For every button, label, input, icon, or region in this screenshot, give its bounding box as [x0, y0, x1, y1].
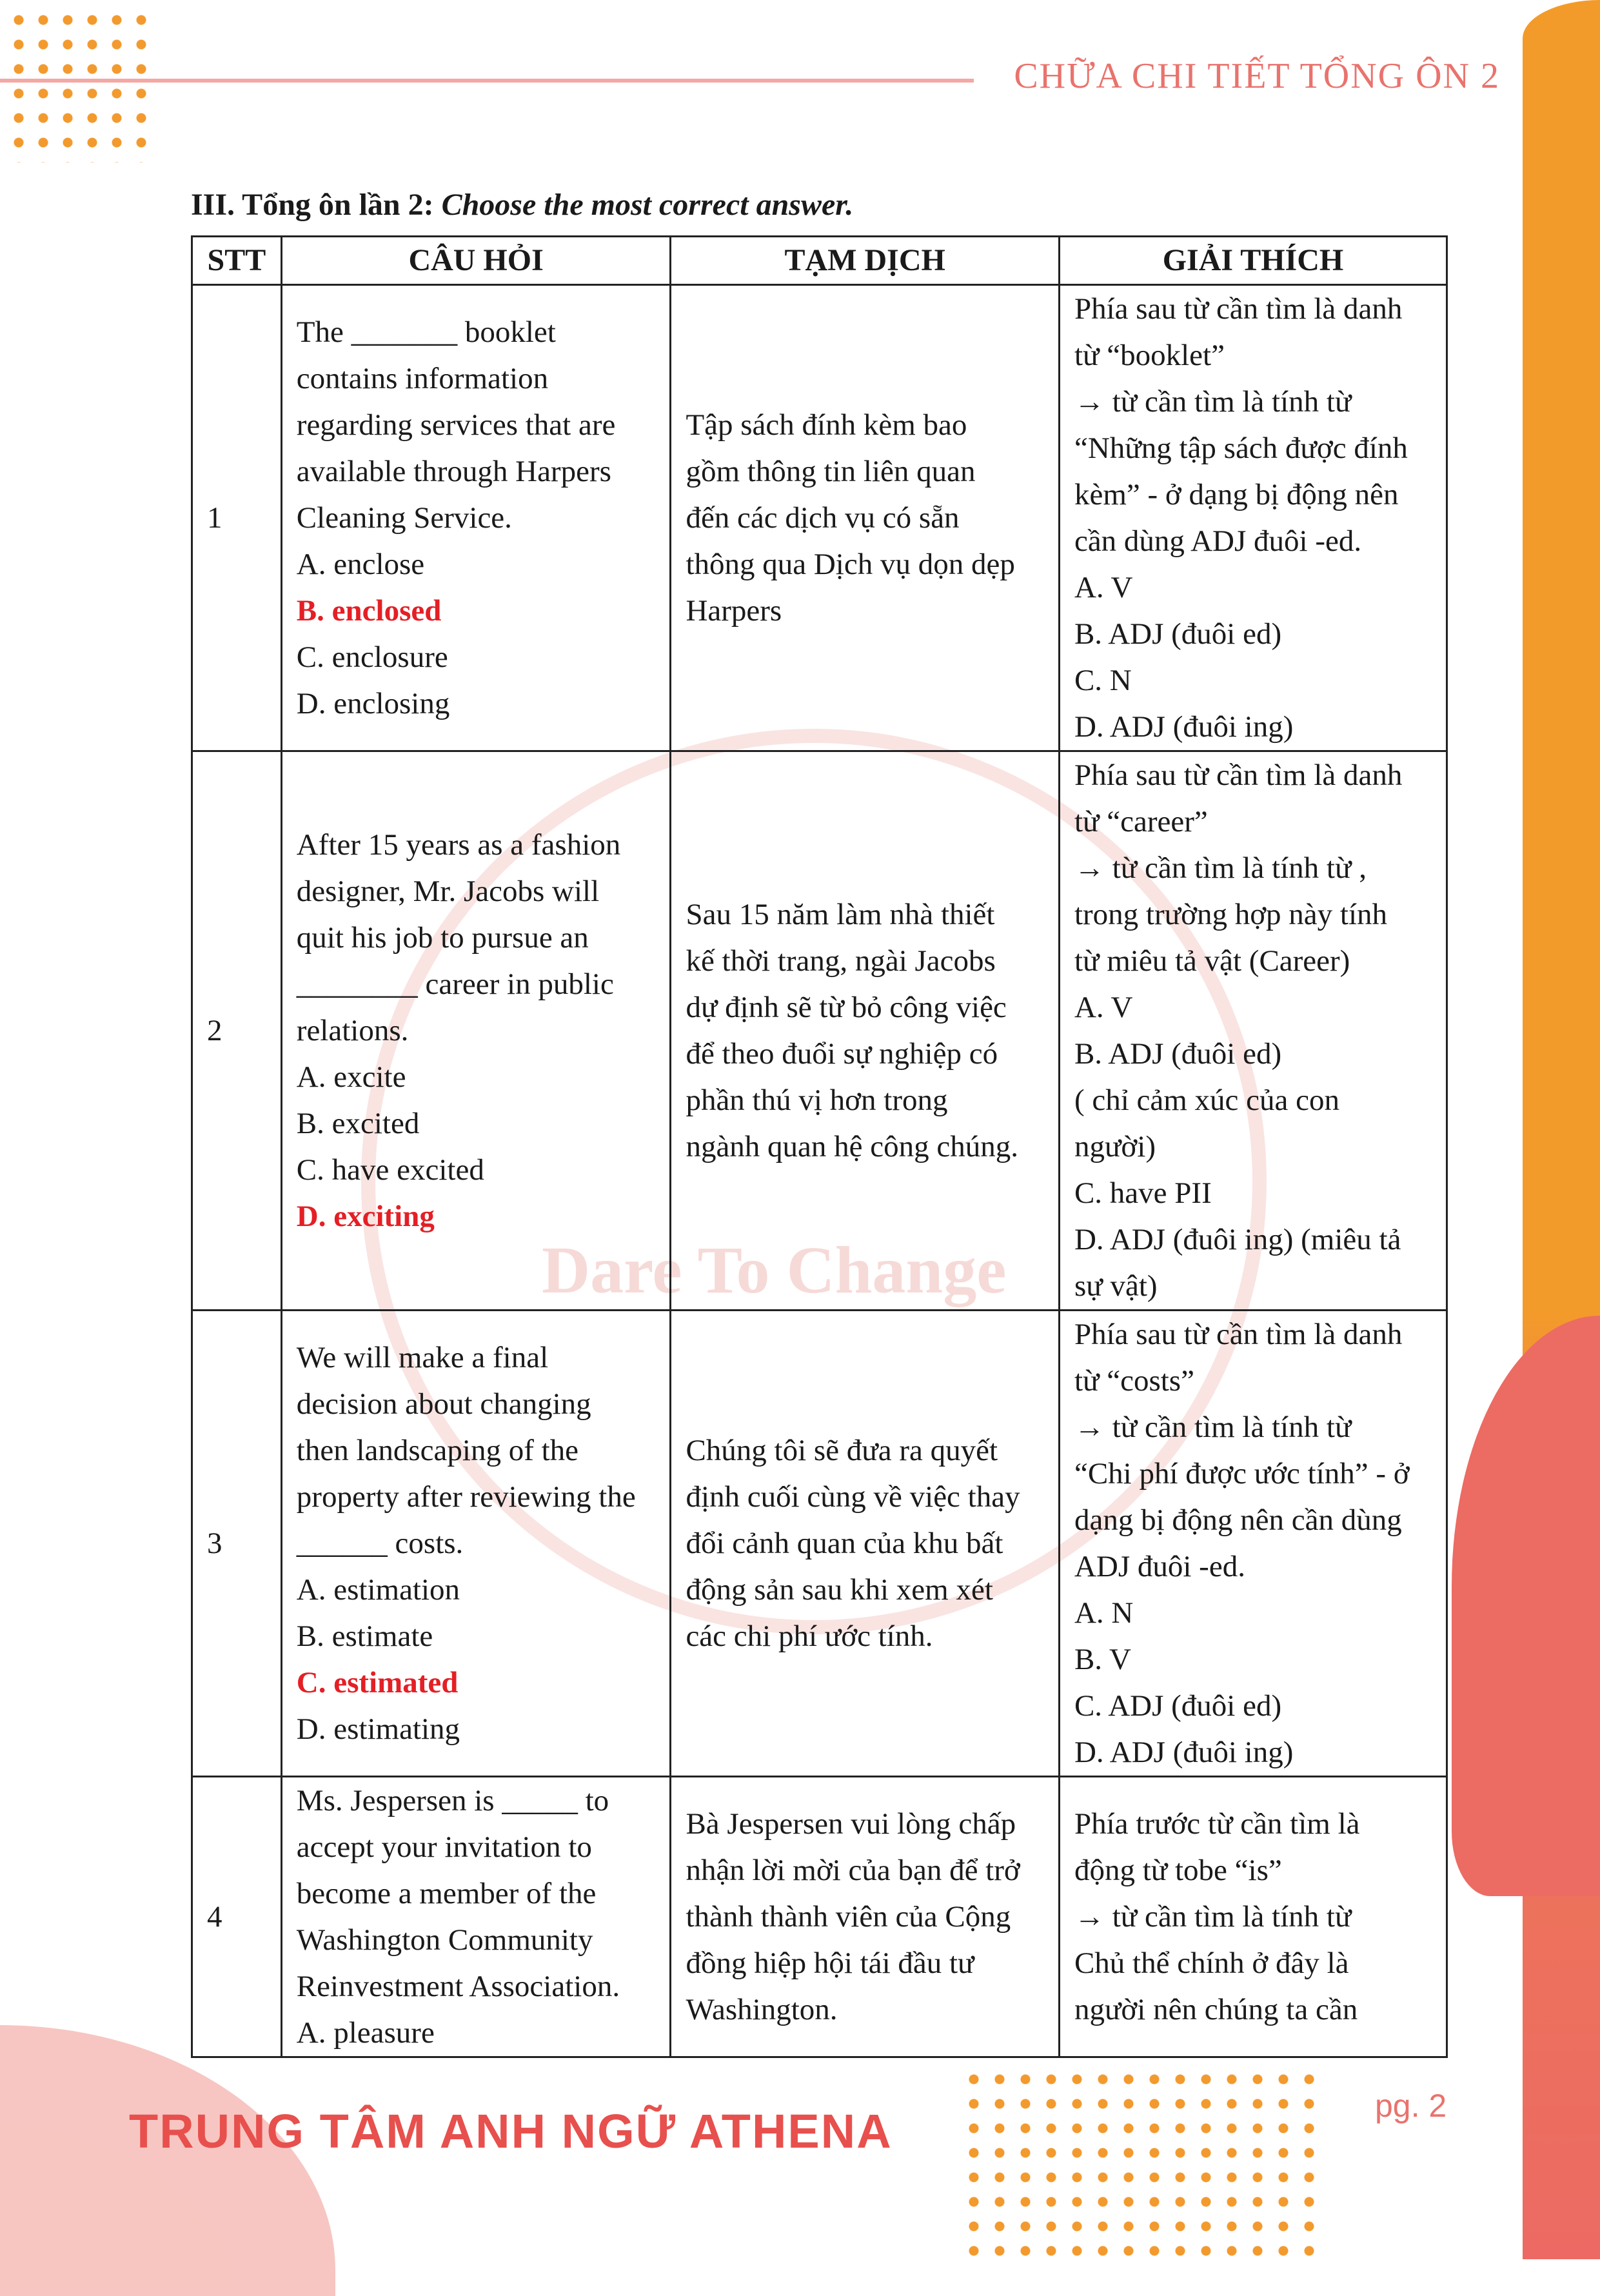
explanation-line: Chủ thể chính ở đây là [1074, 1946, 1349, 1980]
explanation-line: người nên chúng ta cần [1074, 1993, 1358, 2026]
correct-answer-option: B. enclosed [296, 594, 442, 628]
explanation-line: → từ cần tìm là tính từ [1074, 385, 1352, 419]
answer-table [191, 235, 1448, 2058]
section-title-label: III. Tổng ôn lần 2: [191, 188, 434, 222]
explanation-line: Phía sau từ cần tìm là danh [1074, 758, 1403, 792]
answer-option: B. estimate [296, 1619, 433, 1653]
translation-line: đồng hiệp hội tái đầu tư [686, 1946, 974, 1980]
question-cell [281, 751, 671, 1311]
translation-line: Tập sách đính kèm bao [686, 408, 967, 442]
question-cell [281, 1777, 671, 2057]
explanation-line: người) [1074, 1130, 1156, 1163]
explanation-line: từ “booklet” [1074, 339, 1225, 372]
answer-option: B. excited [296, 1107, 420, 1140]
question-line: accept your invitation to [296, 1830, 592, 1864]
question-line: Ms. Jespersen is _____ to [296, 1784, 609, 1817]
dot-pattern-top-left [6, 8, 155, 163]
explanation-cell [1059, 285, 1447, 751]
answer-option: A. pleasure [296, 2016, 435, 2050]
explanation-line: từ “costs” [1074, 1364, 1194, 1398]
column-header-stt: STT [192, 237, 282, 285]
answer-option: A. excite [296, 1060, 406, 1094]
answer-option: C. enclosure [296, 640, 448, 674]
row-number: 2 [192, 751, 282, 1311]
explanation-line: từ miêu tả vật (Career) [1074, 944, 1350, 978]
right-decorative-curve [1452, 1316, 1600, 1896]
row-number: 1 [192, 285, 282, 751]
explanation-line: → từ cần tìm là tính từ [1074, 1900, 1352, 1934]
page-number: pg. 2 [1375, 2088, 1447, 2124]
right-decorative-band [1523, 0, 1600, 2259]
translation-line: kế thời trang, ngài Jacobs [686, 944, 996, 978]
explanation-line: Phía sau từ cần tìm là danh [1074, 292, 1403, 326]
explanation-line: cần dùng ADJ đuôi -ed. [1074, 524, 1362, 558]
explanation-line: Phía trước từ cần tìm là [1074, 1807, 1360, 1841]
explanation-line: C. ADJ (đuôi ed) [1074, 1689, 1282, 1723]
question-cell [281, 285, 671, 751]
question-line: ________ career in public [296, 967, 614, 1001]
translation-line: đến các dịch vụ có sẵn [686, 501, 960, 535]
table-row [192, 751, 1447, 1311]
dot-pattern-bottom [961, 2067, 1322, 2261]
explanation-cell [1059, 1311, 1447, 1777]
question-line: decision about changing [296, 1387, 591, 1421]
translation-cell [671, 285, 1060, 751]
section-title-instruction: Choose the most correct answer. [441, 188, 854, 222]
page-header-title: CHỮA CHI TIẾT TỔNG ÔN 2 [1014, 56, 1500, 96]
translation-cell [671, 751, 1060, 1311]
answer-option: D. estimating [296, 1712, 460, 1746]
translation-line: nhận lời mời của bạn để trở [686, 1854, 1020, 1887]
translation-line: thông qua Dịch vụ dọn dẹp [686, 548, 1015, 581]
question-line: After 15 years as a fashion [296, 828, 621, 862]
explanation-line: ( chỉ cảm xúc của con [1074, 1084, 1339, 1117]
correct-answer-option: C. estimated [296, 1666, 459, 1699]
explanation-line: → từ cần tìm là tính từ [1074, 1410, 1352, 1444]
translation-line: gồm thông tin liên quan [686, 455, 976, 488]
table-header-row [192, 237, 1447, 285]
question-line: regarding services that are [296, 408, 616, 442]
question-line: contains information [296, 362, 549, 395]
translation-line: thành thành viên của Cộng [686, 1900, 1011, 1934]
correct-answer-option: D. exciting [296, 1200, 435, 1233]
row-number: 3 [192, 1311, 282, 1777]
header-rule [0, 79, 974, 83]
table-row [192, 285, 1447, 751]
table-row [192, 1777, 1447, 2057]
answer-option: A. enclose [296, 548, 425, 581]
translation-line: Chúng tôi sẽ đưa ra quyết [686, 1434, 998, 1467]
question-line: ______ costs. [296, 1527, 464, 1560]
translation-line: các chi phí ước tính. [686, 1619, 933, 1653]
explanation-line: C. have PII [1074, 1176, 1212, 1210]
question-line: available through Harpers [296, 455, 611, 488]
question-line: Reinvestment Association. [296, 1970, 620, 2003]
explanation-line: Phía sau từ cần tìm là danh [1074, 1318, 1403, 1351]
explanation-line: “Chi phí được ước tính” - ở [1074, 1457, 1410, 1490]
question-line: Washington Community [296, 1923, 593, 1957]
translation-line: đổi cảnh quan của khu bất [686, 1527, 1003, 1560]
translation-line: động sản sau khi xem xét [686, 1573, 993, 1607]
answer-option: C. have excited [296, 1153, 484, 1187]
translation-line: Harpers [686, 594, 782, 628]
explanation-line: D. ADJ (đuôi ing) (miêu tả [1074, 1223, 1401, 1256]
section-title [191, 187, 853, 223]
question-line: We will make a final [296, 1341, 549, 1374]
question-line: relations. [296, 1014, 409, 1047]
watermark-text: Dare To Change [542, 1233, 1007, 1307]
explanation-line: A. V [1074, 991, 1133, 1024]
explanation-cell [1059, 751, 1447, 1311]
question-line: then landscaping of the [296, 1434, 579, 1467]
translation-cell [671, 1311, 1060, 1777]
explanation-line: D. ADJ (đuôi ing) [1074, 1736, 1294, 1769]
explanation-line: sự vật) [1074, 1269, 1158, 1303]
explanation-line: A. V [1074, 571, 1133, 604]
translation-line: định cuối cùng về việc thay [686, 1480, 1020, 1514]
translation-line: dự định sẽ từ bỏ công việc [686, 991, 1007, 1024]
answer-option: A. estimation [296, 1573, 460, 1607]
column-header-question: CÂU HỎI [281, 237, 671, 285]
explanation-line: “Những tập sách được đính [1074, 431, 1408, 465]
translation-cell [671, 1777, 1060, 2057]
explanation-line: động từ tobe “is” [1074, 1854, 1282, 1887]
question-line: property after reviewing the [296, 1480, 636, 1514]
explanation-line: ADJ đuôi -ed. [1074, 1550, 1245, 1583]
footer-brand: TRUNG TÂM ANH NGỮ ATHENA [129, 2104, 893, 2158]
row-number: 4 [192, 1777, 282, 2057]
explanation-line: dạng bị động nên cần dùng [1074, 1503, 1402, 1537]
translation-line: Bà Jespersen vui lòng chấp [686, 1807, 1016, 1841]
explanation-line: A. N [1074, 1596, 1134, 1630]
column-header-translation: TẠM DỊCH [671, 237, 1060, 285]
translation-line: ngành quan hệ công chúng. [686, 1130, 1018, 1163]
question-line: Cleaning Service. [296, 501, 512, 535]
explanation-line: → từ cần tìm là tính từ , [1074, 851, 1367, 885]
explanation-line: từ “career” [1074, 805, 1208, 838]
explanation-cell [1059, 1777, 1447, 2057]
answer-option: D. enclosing [296, 687, 450, 720]
explanation-line: C. N [1074, 664, 1132, 697]
translation-line: Washington. [686, 1993, 838, 2026]
explanation-line: trong trường hợp này tính [1074, 898, 1388, 931]
question-cell [281, 1311, 671, 1777]
explanation-line: B. ADJ (đuôi ed) [1074, 617, 1282, 651]
explanation-line: B. ADJ (đuôi ed) [1074, 1037, 1282, 1071]
question-line: designer, Mr. Jacobs will [296, 875, 600, 908]
translation-line: để theo đuổi sự nghiệp có [686, 1037, 998, 1071]
explanation-line: B. V [1074, 1643, 1131, 1676]
question-line: The _______ booklet [296, 315, 556, 349]
translation-line: Sau 15 năm làm nhà thiết [686, 898, 995, 931]
table-row [192, 1311, 1447, 1777]
column-header-explanation: GIẢI THÍCH [1059, 237, 1447, 285]
explanation-line: D. ADJ (đuôi ing) [1074, 710, 1294, 744]
question-line: quit his job to pursue an [296, 921, 589, 955]
question-line: become a member of the [296, 1877, 597, 1910]
translation-line: phần thú vị hơn trong [686, 1084, 948, 1117]
explanation-line: kèm” - ở dạng bị động nên [1074, 478, 1399, 511]
